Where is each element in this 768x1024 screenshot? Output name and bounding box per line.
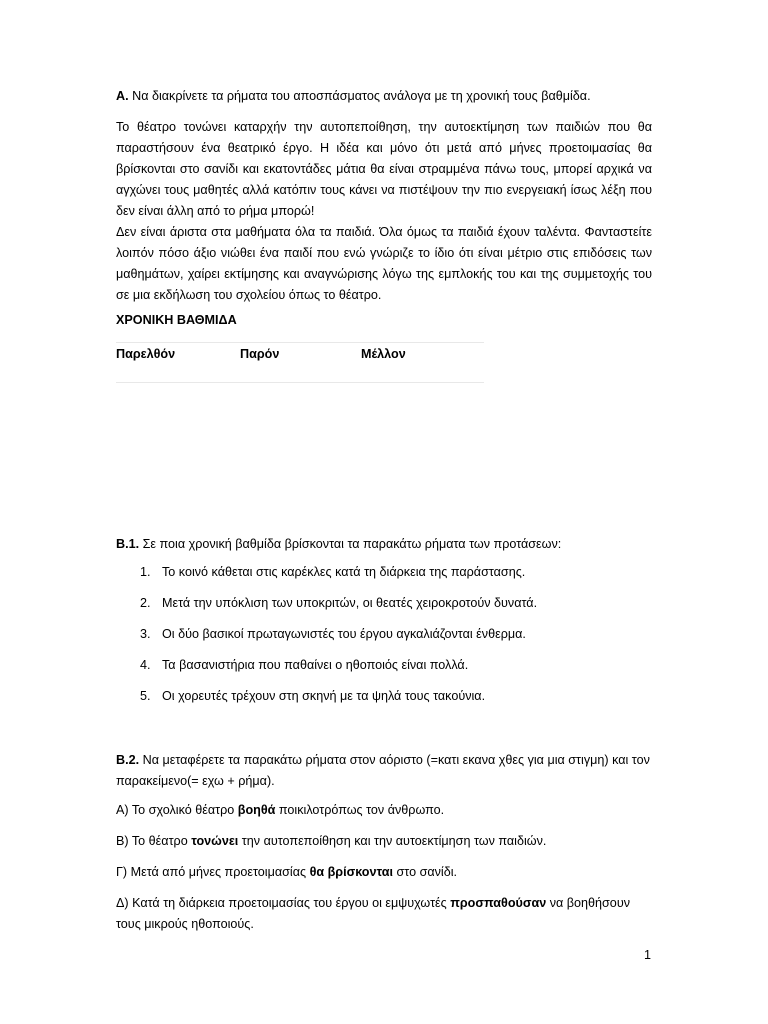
target-verb: θα βρίσκονται [309, 865, 394, 879]
sentence-b: Β) Το θέατρο τονώνει την αυτοπεποίθηση και την αυτοεκτίμηση των παιδιών. [116, 834, 547, 848]
time-level-heading: ΧΡΟΝΙΚΗ ΒΑΘΜΙΔΑ [116, 313, 237, 327]
sentence-c: Γ) Μετά από μήνες προετοιμασίας θα βρίσκονται στο σανίδι. [116, 865, 458, 879]
list-item: 3. Οι δύο βασικοί πρωταγωνιστές του έργου αγκαλιάζονται ένθερμα. [140, 627, 526, 641]
section-b1-instruction-text: Σε ποια χρονική βαθμίδα βρίσκονται τα παρακάτω ρήματα των προτάσεων: [142, 537, 562, 551]
column-present: Παρόν [240, 347, 280, 361]
sentence-d: Δ) Κατά τη διάρκεια προετοιμασίας του έργου οι εμψυχωτές προσπαθούσαν να βοηθήσουν τους μικρούς ηθοποιούς. [116, 896, 630, 931]
section-b2-label: Β.2. [116, 753, 140, 767]
section-b1-label: Β.1. [116, 537, 140, 551]
section-b2-instruction-text: Να μεταφέρετε τα παρακάτω ρήματα στον αόριστο (=κατι εκανα χθες για μια στιγμη) και τον παρακείμενο(= εχω + ρήμα). [116, 753, 650, 788]
section-a-instruction-text: Να διακρίνετε τα ρήματα του αποσπάσματος ανάλογα με τη χρονική τους βαθμίδα. [132, 89, 591, 103]
list-item: 5. Οι χορευτές τρέχουν στη σκηνή με τα ψηλά τους τακούνια. [140, 689, 486, 703]
list-item: 2. Μετά την υπόκλιση των υποκριτών, οι θεατές χειροκροτούν δυνατά. [140, 596, 538, 610]
section-b1-instruction [116, 534, 652, 555]
list-item: 4. Τα βασανιστήρια που παθαίνει ο ηθοποιός είναι πολλά. [140, 658, 469, 672]
section-a-instruction [116, 86, 652, 107]
paragraph-2: Δεν είναι άριστα στα μαθήματα όλα τα παιδιά. Όλα όμως τα παιδιά έχουν ταλέντα. Φανταστείτε λοιπόν πόσο άξιο νιώθει ένα παιδί που ενώ γνώριζε το ίδιο ότι είναι μέτριο στις επιδόσεις των μαθημάτων, χαίρει εκτίμησης και αναγνώρισης λόγω της εμπλοκής του και της συμμετοχής του σε μια εκδήλωση του σχολείου όπως το θέατρο. [116, 225, 652, 302]
target-verb: βοηθά [237, 803, 276, 817]
page-number: 1 [644, 948, 652, 962]
section-b2-instruction [116, 750, 652, 792]
paragraph-1: Το θέατρο τονώνει καταρχήν την αυτοπεποίθηση, την αυτοεκτίμηση των παιδιών που θα παραστήσουν ένα θεατρικό έργο. Η ιδέα και μόνο ότι μετά από μήνες προετοιμασίας θα βρίσκονται στο σανίδι και εκατοντάδες μάτια θα είναι στραμμένα πάνω τους, μπορεί αρχικά να αγχώνει τους μαθητές αλλά κατόπιν τους κάνει να πιστέψουν την πιο ενεργειακή ίσως λέξη που δεν είναι άλλη από το ρήμα μπορώ! [116, 120, 652, 218]
column-future: Μέλλον [361, 347, 406, 361]
list-item: 1. Το κοινό κάθεται στις καρέκλες κατά τη διάρκεια της παράστασης. [140, 565, 526, 579]
sentence-a: Α) Το σχολικό θέατρο βοηθά ποικιλοτρόπως τον άνθρωπο. [116, 803, 445, 817]
column-past: Παρελθόν [116, 347, 176, 361]
target-verb: τονώνει [191, 834, 239, 848]
section-a-label: Α. [116, 89, 129, 103]
time-level-table [116, 342, 484, 383]
target-verb: προσπαθούσαν [450, 896, 547, 910]
